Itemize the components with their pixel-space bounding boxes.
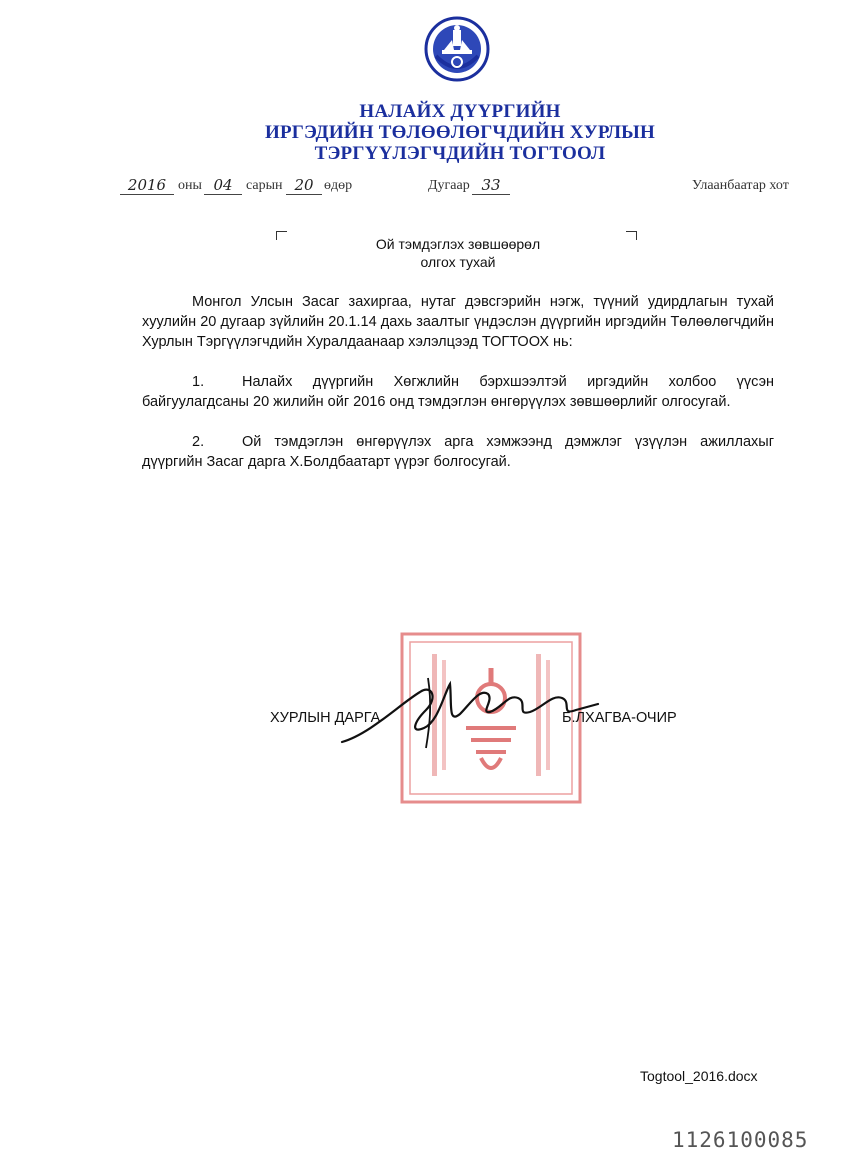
item-text: Ой тэмдэглэн өнгөрүүлэх арга хэмжээнд дэмжлэг үзүүлэн ажиллахыг дүүргийн Засаг дарга Х.Болдбаатарт үүрэг болгосугай. [142, 434, 774, 470]
header-line-1: НАЛАЙХ ДҮҮРГИЙН [359, 101, 561, 122]
month-value: 04 [204, 176, 242, 195]
handwritten-signature [340, 664, 600, 754]
city-label: Улаанбаатар хот [692, 178, 789, 193]
year-label: оны [178, 178, 202, 193]
title-line-1: Ой тэмдэглэх зөвшөөрөл [375, 236, 541, 252]
resolution-title [0, 235, 850, 271]
date-line [120, 176, 800, 202]
resolution-item [142, 372, 774, 412]
state-emblem-icon [424, 16, 490, 82]
number-label: Дугаар [428, 178, 470, 193]
item-number: 1. [192, 374, 205, 390]
month-label: сарын [246, 178, 283, 193]
day-label: өдөр [324, 178, 353, 193]
signatory-name: Б.ЛХАГВА-ОЧИР [562, 710, 677, 726]
signatory-title: ХУРЛЫН ДАРГА [270, 710, 381, 726]
archive-number: 1126100085 [672, 1128, 809, 1152]
year-value: 2016 [120, 176, 174, 195]
header-line-2: ИРГЭДИЙН ТӨЛӨӨЛӨГЧДИЙН ХУРЛЫН [264, 122, 656, 143]
item-text: Налайх дүүргийн Хөгжлийн бэрхшээлтэй иргэдийн холбоо үүсэн байгуулагдсаны 20 жилийн ойг 2016 онд тэмдэглэн өнгөрүүлэх зөвшөөрлийг олгосугай. [142, 374, 774, 410]
document-header [0, 101, 850, 164]
day-value: 20 [286, 176, 322, 195]
title-line-2: олгох тухай [420, 254, 496, 270]
footer-filename: Togtool_2016.docx [640, 1068, 758, 1084]
resolution-item [142, 432, 774, 472]
resolution-body [142, 292, 774, 492]
item-number: 2. [192, 434, 205, 450]
preamble-paragraph: Монгол Улсын Засаг захиргаа, нутаг дэвсгэрийн нэгж, түүний удирдлагын тухай хуулийн 20 дугаар зүйлийн 20.1.14 дахь заалтыг үндэслэн дүүргийн иргэдийн Төлөөлөгчдийн Хурлын Тэргүүлэгчдийн Хуралдаанаар хэлэлцээд ТОГТООХ нь: [142, 294, 774, 350]
header-line-3: ТЭРГҮҮЛЭГЧДИЙН ТОГТООЛ [314, 143, 606, 164]
number-value: 33 [472, 176, 510, 195]
